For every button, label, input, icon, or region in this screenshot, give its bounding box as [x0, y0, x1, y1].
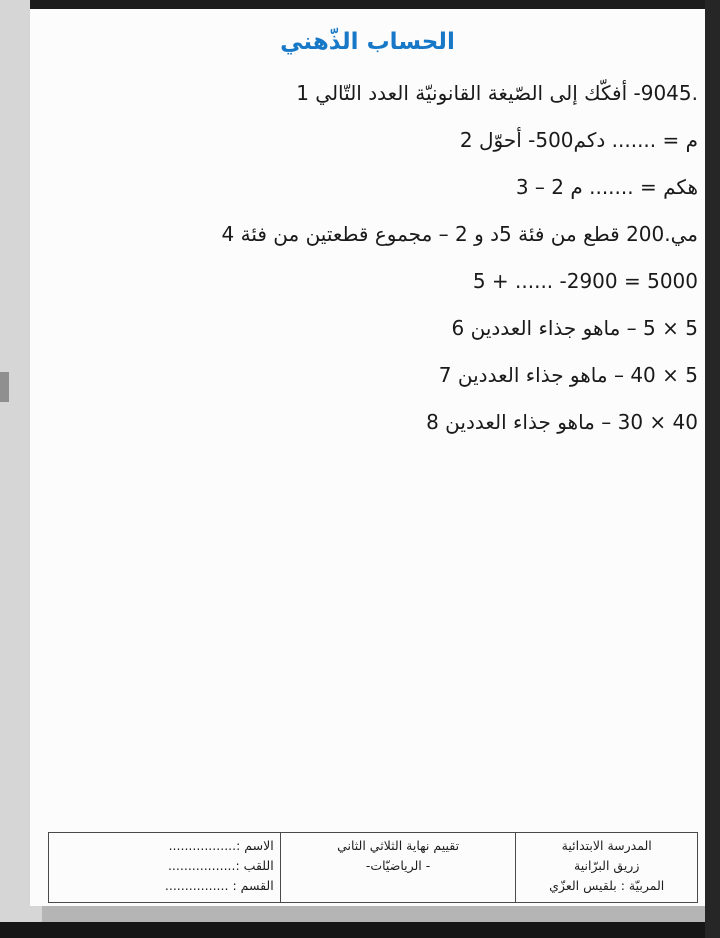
student-class-field: القسم : ................: [164, 878, 274, 893]
page-title: الحساب الذّهني: [280, 29, 455, 55]
photo-top-edge: [26, 0, 720, 9]
problem-line-4: مي.200 قطع من فئة 5د و 2 – مجموع قطعتين من فئة 4: [221, 222, 698, 246]
photo-left-edge: [0, 0, 30, 922]
problem-line-6: 5 × 5 – ماهو جذاء العددين 6: [451, 316, 698, 340]
teacher-name: المربيّة : بلقيس العزّي: [549, 878, 665, 893]
student-info-cell: [49, 833, 281, 902]
problem-line-8: 40 × 30 – ماهو جذاء العددين 8: [426, 410, 698, 434]
student-surname-field: اللقب :.................: [167, 858, 274, 873]
problem-line-7: 5 × 40 – ماهو جذاء العددين 7: [438, 363, 698, 387]
photo-right-edge: [705, 0, 720, 938]
problem-line-3: هكم = ....... م 2 – 3: [515, 175, 698, 199]
worksheet-page: [30, 9, 705, 906]
left-edge-tab: [0, 372, 9, 402]
problem-line-1: .9045- أفكّك إلى الصّيغة القانونيّة العدد التّالي 1: [296, 81, 698, 105]
exam-title-cell: [281, 833, 517, 902]
photo-bottom-edge: [0, 922, 720, 938]
problem-line-5: 5 + ...... -2900 = 5000: [472, 269, 698, 293]
problem-line-2: م = ....... دكم500- أحوّل 2: [459, 128, 698, 152]
exam-subject: - الرياضيّات-: [365, 858, 431, 873]
student-name-field: الاسم :.................: [168, 838, 274, 853]
exam-title: تقييم نهاية الثلاثي الثاني: [337, 838, 460, 853]
school-location: زريق البرّانية: [574, 858, 640, 873]
problems-list: [40, 70, 698, 446]
school-info-cell: [516, 833, 697, 902]
photo-bottom-gray-band: [42, 906, 705, 922]
footer-table: [48, 832, 698, 903]
school-name: المدرسة الابتدائية: [561, 838, 652, 853]
